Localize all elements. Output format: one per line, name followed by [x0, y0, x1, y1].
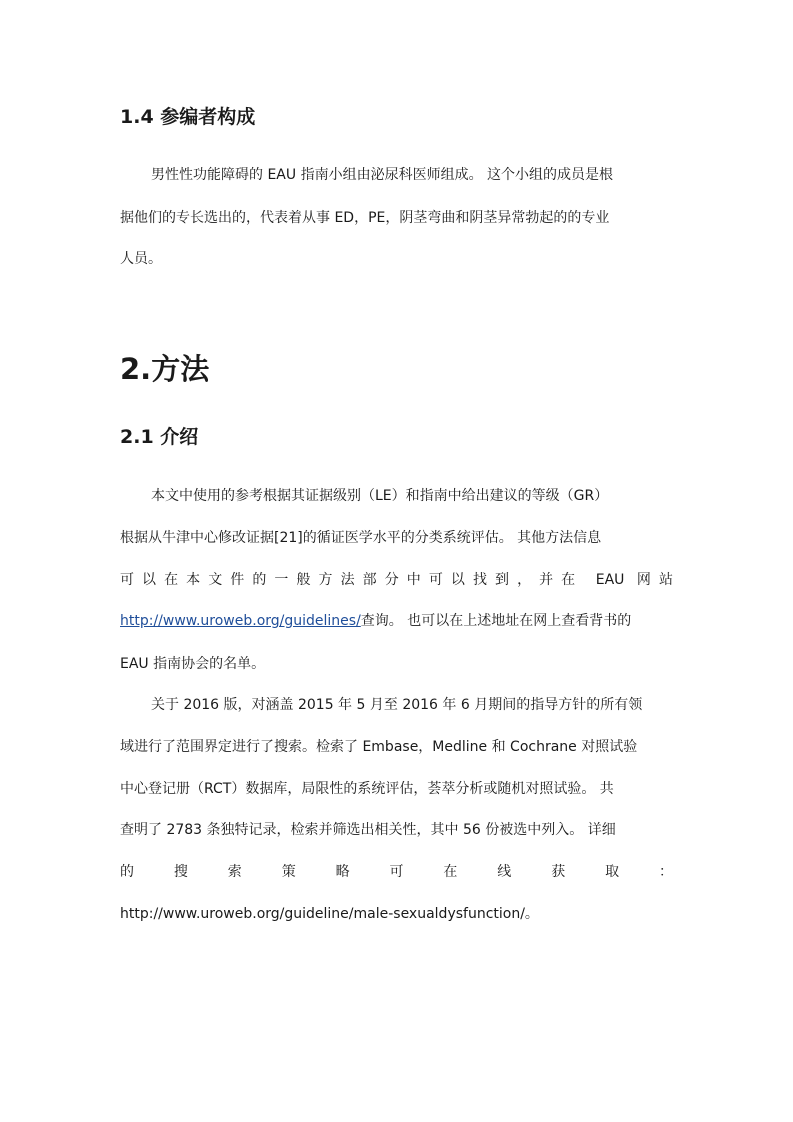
guidelines-link[interactable]: http://www.uroweb.org/guidelines/: [120, 613, 361, 629]
section-heading-1-4: 1.4 参编者构成: [120, 106, 256, 128]
paragraph-line: 的搜索策略可在线获取：: [120, 864, 673, 880]
paragraph-line: 男性性功能障碍的 EAU 指南小组由泌尿科医师组成。 这个小组的成员是根: [151, 167, 614, 183]
paragraph-line: 据他们的专长选出的，代表着从事 ED，PE，阴茎弯曲和阴茎异常勃起的的专业: [120, 210, 610, 226]
paragraph-line-with-link: [120, 611, 673, 631]
section-heading-2: 2.方法: [120, 352, 210, 386]
link-trailing-text: 查询。 也可以在上述地址在网上查看背书的: [360, 613, 632, 629]
paragraph-line: 中心登记册（RCT）数据库，局限性的系统评估，荟萃分析或随机对照试验。 共: [120, 781, 614, 797]
paragraph-line: 可以在本文件的一般方法部分中可以找到，并在 EAU 网站: [120, 572, 673, 588]
paragraph-line: 查明了 2783 条独特记录，检索并筛选出相关性，其中 56 份被选中列入。 详细: [120, 822, 616, 838]
paragraph-line: 域进行了范围界定进行了搜索。检索了 Embase，Medline 和 Cochrane 对照试验: [120, 739, 638, 755]
paragraph-line: 本文中使用的参考根据其证据级别（LE）和指南中给出建议的等级（GR）: [151, 488, 609, 504]
paragraph-line: 人员。: [120, 251, 162, 267]
paragraph-line: 根据从牛津中心修改证据[21]的循证医学水平的分类系统评估。 其他方法信息: [120, 530, 602, 546]
section-heading-2-1: 2.1 介绍: [120, 426, 199, 448]
url-line: http://www.uroweb.org/guideline/male-sexualdysfunction/。: [120, 906, 539, 922]
paragraph-line: EAU 指南协会的名单。: [120, 656, 266, 672]
paragraph-line: 关于 2016 版，对涵盖 2015 年 5 月至 2016 年 6 月期间的指导方针的所有领: [151, 697, 643, 713]
